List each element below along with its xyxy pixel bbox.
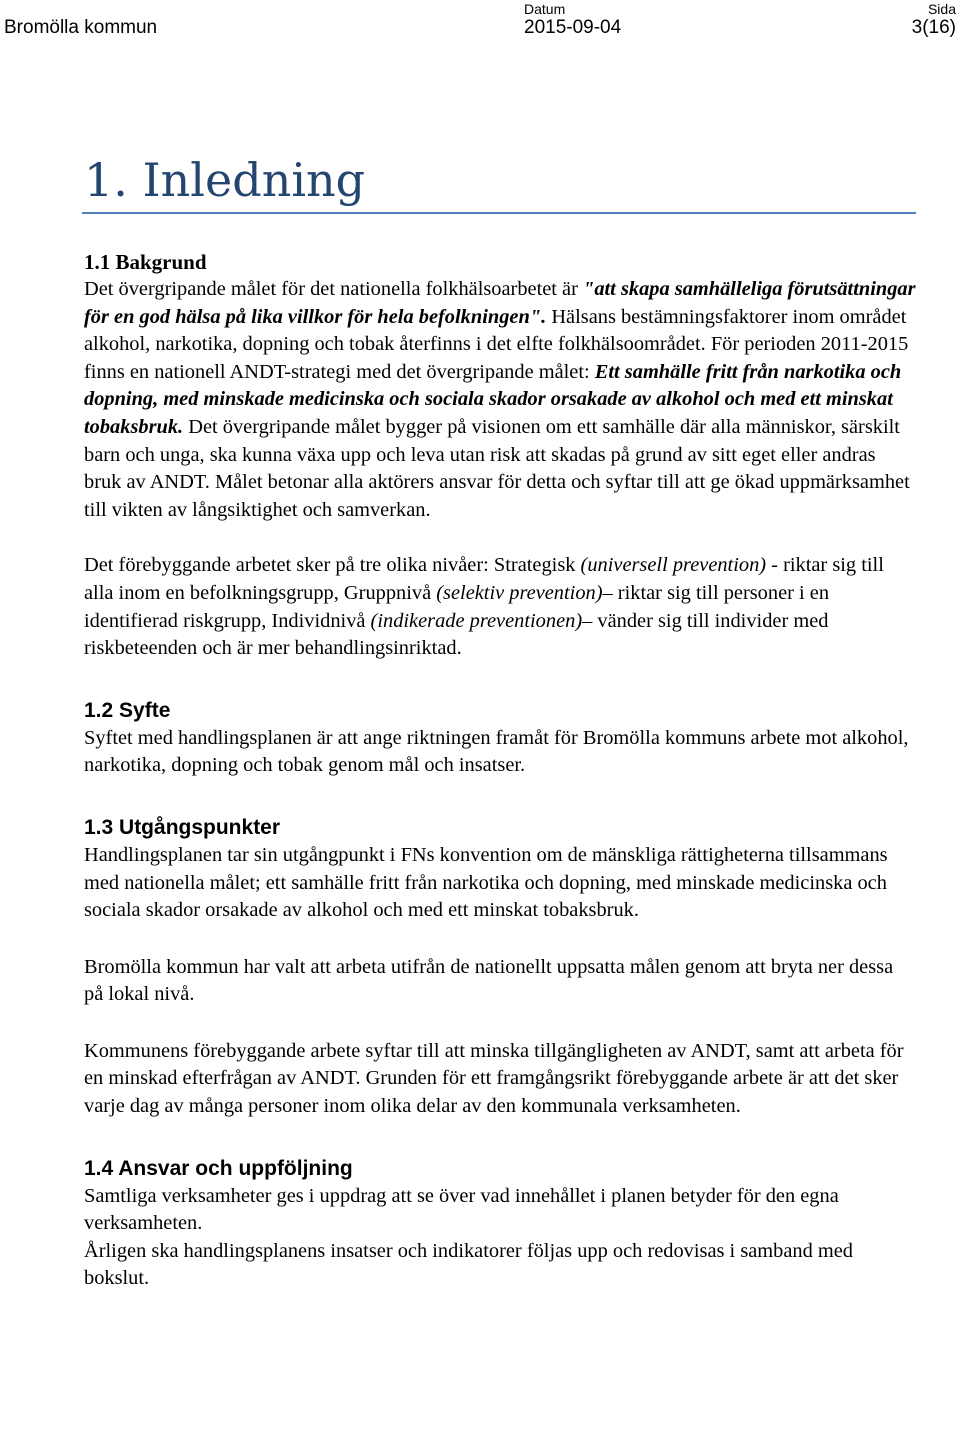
prevention-level-indicated: (indikerade preventionen) bbox=[370, 609, 583, 632]
spacer bbox=[84, 663, 916, 697]
utgangspunkter-paragraph-2: Bromölla kommun har valt att arbeta utifrån de nationellt uppsatta målen genom att bryta ner dessa på lokal nivå. bbox=[84, 955, 894, 1006]
text-run: Det förebyggande arbetet sker på tre olika nivåer: Strategisk bbox=[84, 554, 581, 577]
spacer bbox=[84, 524, 916, 552]
prevention-level-selective: (selektiv prevention) bbox=[436, 581, 603, 604]
syfte-paragraph: Syftet med handlingsplanen är att ange riktningen framåt för Bromölla kommuns arbete mot alkohol, narkotika, dopning och tobak genom mål och insatser. bbox=[84, 726, 909, 777]
text-run: – vänder sig till individer med riskbeteenden och är mer behandlingsinriktad. bbox=[84, 609, 829, 660]
utgangspunkter-paragraph-1: Handlingsplanen tar sin utgångpunkt i FNs konvention om de mänskliga rättigheterna tillsammans med nationella målet; ett samhälle fritt från narkotika och dopning, med minskade medicinska och sociala skador orsakade av alkohol och med ett minskat tobaksbruk. bbox=[84, 843, 888, 922]
document-body bbox=[84, 248, 916, 1293]
title-underline bbox=[82, 212, 916, 214]
header-organization: Bromölla kommun bbox=[4, 17, 158, 38]
section-heading-ansvar-uppfoljning: 1.4 Ansvar och uppföljning bbox=[84, 1156, 353, 1180]
bakgrund-paragraph-2 bbox=[84, 552, 916, 662]
andt-strategy-goal-quote: Ett samhälle fritt från narkotika och dopning, med minskade medicinska och sociala skador orsakade av alkohol och med ett minskat tobaksbruk. bbox=[84, 360, 902, 438]
section-heading-utgangspunkter: 1.3 Utgångspunkter bbox=[84, 815, 281, 839]
header-page-label: Sida bbox=[927, 1, 956, 17]
text-run: - riktar sig till alla inom en befolkningsgrupp, Gruppnivå bbox=[84, 554, 884, 604]
header-page-number: 3(16) bbox=[911, 17, 956, 38]
text-run: Hälsans bestämningsfaktorer inom området alkohol, narkotika, dopning och tobak återfinns i det elfte folkhälsoområdet. För perioden 2011-2015 finns en nationell ANDT-strategi med det övergripande målet: bbox=[84, 305, 909, 383]
bakgrund-paragraph-1 bbox=[84, 276, 916, 524]
text-run: – riktar sig till personer i en identifierad riskgrupp, Individnivå bbox=[84, 581, 830, 632]
section-heading-syfte: 1.2 Syfte bbox=[84, 698, 171, 722]
ansvar-paragraph-1: Samtliga verksamheter ges i uppdrag att se över vad innehållet i planen betyder för den egna verksamheten. bbox=[84, 1184, 839, 1235]
national-goal-quote: "att skapa samhälleliga förutsättningar för en god hälsa på lika villkor för hela befolkningen". bbox=[84, 278, 916, 328]
prevention-level-universal: (universell prevention) bbox=[580, 554, 767, 577]
spacer bbox=[84, 1009, 916, 1038]
ansvar-paragraph-2: Årligen ska handlingsplanens insatser och indikatorer följas upp och redovisas i samband med bokslut. bbox=[84, 1239, 853, 1290]
section-heading-bakgrund: 1.1 Bakgrund bbox=[84, 250, 207, 274]
page-title: 1. Inledning bbox=[84, 153, 366, 207]
text-run: Det övergripande målet bygger på visionen om ett samhälle där alla människor, särskilt barn och unga, ska kunna växa upp och leva utan risk att skadas på grund av sitt eget eller andras bruk av ANDT. Målet betonar alla aktörers ansvar för detta och syftar till att ge ökad uppmärksamhet till vikten av långsiktighet och samverkan. bbox=[84, 415, 910, 521]
text-run: Det övergripande målet för det nationella folkhälsoarbetet är bbox=[84, 278, 583, 300]
utgangspunkter-paragraph-3: Kommunens förebyggande arbete syftar till att minska tillgängligheten av ANDT, samt att arbeta för en minskad efterfrågan av ANDT. Grunden för ett framgångsrikt förebyggande arbete är att det sker varje dag av många personer inom olika delar av den kommunala verksamheten. bbox=[84, 1039, 904, 1118]
spacer bbox=[84, 780, 916, 814]
spacer bbox=[84, 1121, 916, 1155]
header-date: 2015-09-04 bbox=[524, 17, 622, 38]
header-date-label: Datum bbox=[524, 1, 566, 17]
spacer bbox=[84, 925, 916, 954]
